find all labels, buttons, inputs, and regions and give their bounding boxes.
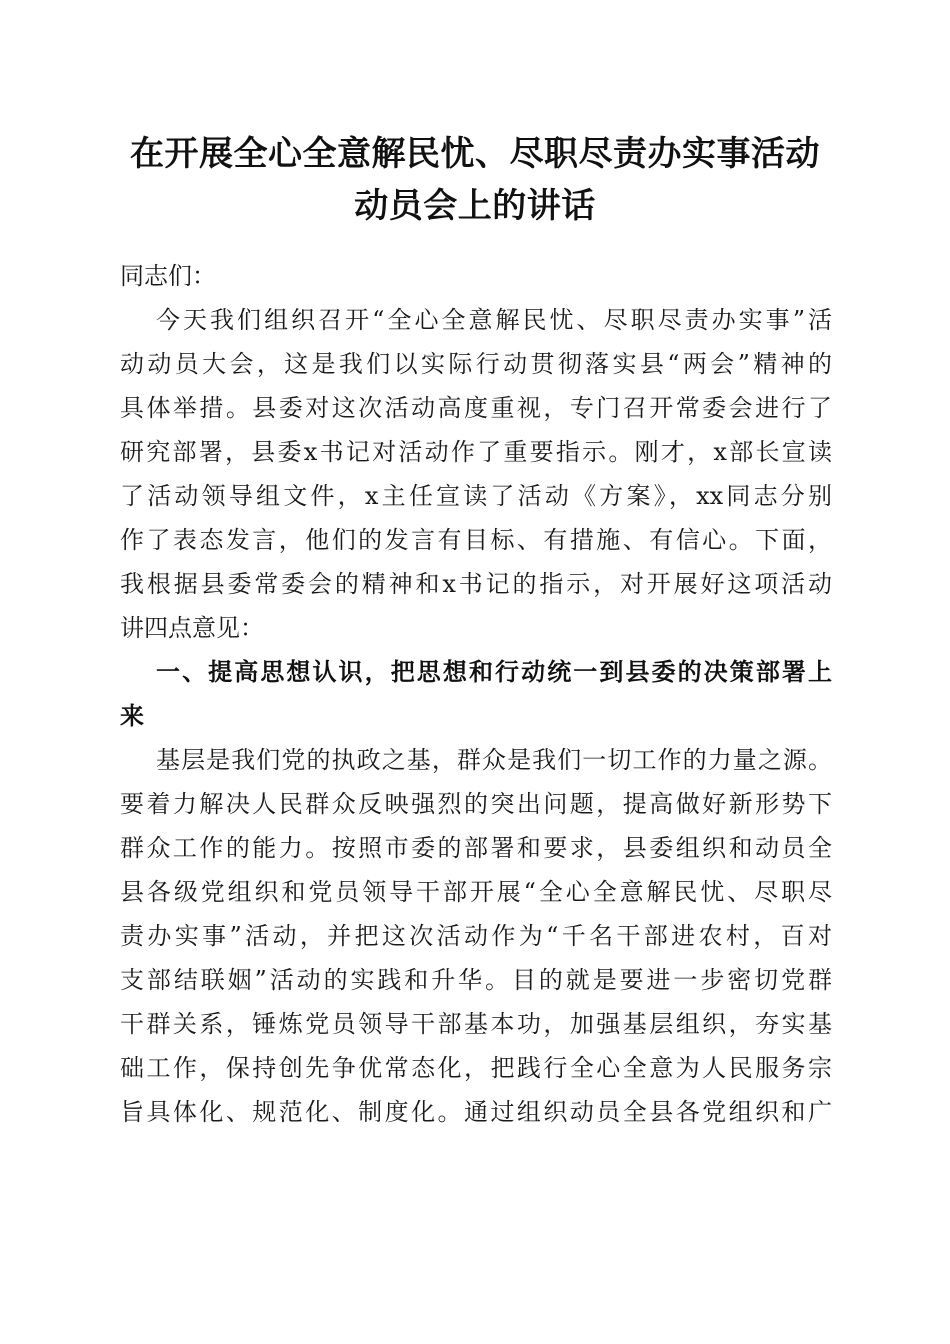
section-1-line-3: 群众工作的能力。按照市委的部署和要求，县委组织和动员全 — [120, 834, 832, 862]
document-body — [120, 254, 832, 1134]
section-1-line-1: 基层是我们党的执政之基，群众是我们一切工作的力量之源。 — [156, 746, 832, 774]
intro-line-3: 具体举措。县委对这次活动高度重视，专门召开常委会进行了 — [120, 394, 832, 422]
intro-line-6: 作了表态发言，他们的发言有目标、有措施、有信心。下面， — [120, 526, 832, 554]
section-1-line-8: 础工作，保持创先争优常态化，把践行全心全意为人民服务宗 — [120, 1054, 832, 1082]
title-line-1: 在开展全心全意解民忧、尽职尽责办实事活动 — [130, 134, 820, 174]
intro-paragraph — [120, 298, 832, 650]
salutation: 同志们： — [120, 262, 216, 290]
document-title — [0, 128, 950, 232]
section-1-line-5: 责办实事”活动，并把这次活动作为“千名干部进农村，百对 — [120, 922, 832, 950]
intro-line-2: 动动员大会，这是我们以实际行动贯彻落实县“两会”精神的 — [120, 350, 832, 378]
title-line-2: 动员会上的讲话 — [354, 186, 596, 226]
section-1-line-6: 支部结联姻”活动的实践和升华。目的就是要进一步密切党群 — [120, 966, 832, 994]
intro-line-8: 讲四点意见： — [120, 614, 264, 642]
intro-line-4: 研究部署，县委x书记对活动作了重要指示。刚才，x部长宣读 — [120, 438, 832, 466]
section-1-heading — [120, 650, 832, 738]
section-1-line-7: 干群关系，锤炼党员领导干部基本功，加强基层组织，夯实基 — [120, 1010, 832, 1038]
section-1-line-2: 要着力解决人民群众反映强烈的突出问题，提高做好新形势下 — [120, 790, 832, 818]
section-1-heading-line-2: 来 — [120, 702, 144, 730]
intro-line-7: 我根据县委常委会的精神和x书记的指示，对开展好这项活动 — [120, 570, 832, 598]
section-1-line-9: 旨具体化、规范化、制度化。通过组织动员全县各党组织和广 — [120, 1098, 832, 1126]
intro-line-1: 今天我们组织召开“全心全意解民忧、尽职尽责办实事”活 — [156, 306, 832, 334]
section-1-paragraph — [120, 738, 832, 1134]
intro-line-5: 了活动领导组文件，x主任宣读了活动《方案》，xx同志分别 — [120, 482, 832, 510]
section-1-heading-line-1: 一、提高思想认识，把思想和行动统一到县委的决策部署上 — [156, 658, 832, 686]
section-1-line-4: 县各级党组织和党员领导干部开展“全心全意解民忧、尽职尽 — [120, 878, 832, 906]
